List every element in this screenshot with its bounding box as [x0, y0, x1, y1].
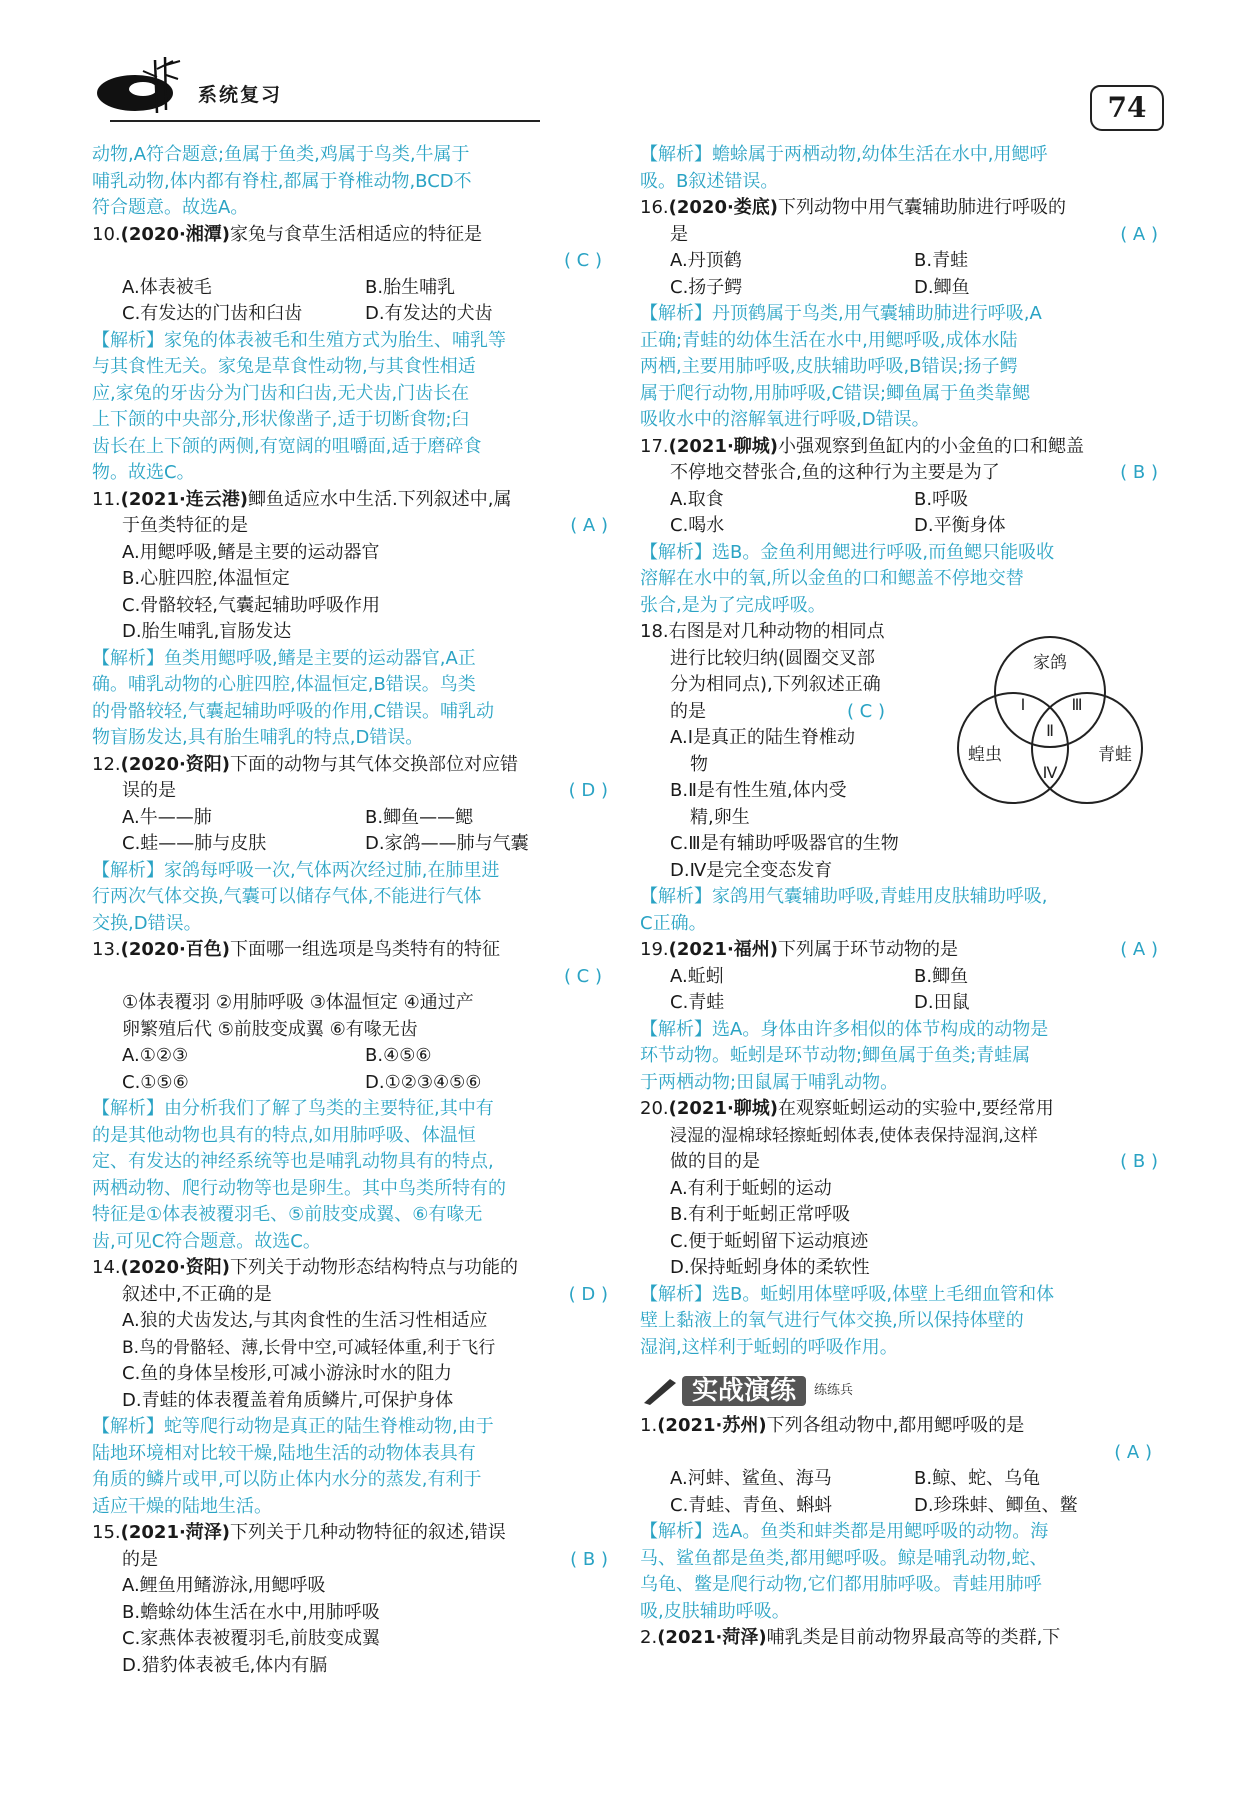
- option: D.田鼠: [914, 992, 970, 1013]
- option: D.①②③④⑤⑥: [365, 1071, 482, 1093]
- answer: ( C ): [846, 700, 885, 722]
- analysis: 【解析】家鸽用气囊辅助呼吸,青蛙用皮肤辅助呼吸, C正确。: [640, 886, 1048, 934]
- left-column: [92, 142, 608, 1679]
- analysis: 【解析】选A。鱼类和蚌类都是用鳃呼吸的动物。海 马、鲨鱼都是鱼类,都用鳃呼吸。鲸是哺乳动物,蛇、 乌龟、鳖是爬行动物,它们都用肺呼吸。青蛙用肺呼 吸,皮肤辅助呼吸。: [640, 1521, 1049, 1622]
- option: D.珍珠蚌、鲫鱼、鳖: [914, 1494, 1078, 1516]
- option: A.Ⅰ是真正的陆生脊椎动: [670, 727, 856, 748]
- label-frog: 青蛙: [1098, 745, 1132, 765]
- section-subtitle: 练练兵: [814, 1382, 854, 1398]
- analysis: 【解析】由分析我们了解了鸟类的主要特征,其中有 的是其他动物也具有的特点,如用肺呼吸、体温恒 定、有发达的神经系统等也是哺乳动物具有的特点, 两栖动物、爬行动物等也是卵生。其中鸟类所特有的 特征是①体表被覆羽毛、⑤前肢变成翼、⑥有喙无 齿,可见C符合题意。故选C。: [92, 1098, 506, 1252]
- option: B.有利于蚯蚓正常呼吸: [670, 1204, 851, 1225]
- question-15: 15.(2021·菏泽)下列关于几种动物特征的叙述,错误 的是 ( B ) A.鲤鱼用鳍游泳,用鳃呼吸 B.蟾蜍幼体生活在水中,用肺呼吸 C.家燕体表被覆羽毛,前肢变成翼 D.猎豹体表被毛,体内有膈: [92, 1520, 608, 1679]
- answer: ( B ): [1120, 462, 1158, 483]
- option: D.鲫鱼: [914, 276, 970, 298]
- option: A.丹顶鹤: [670, 250, 742, 271]
- label-locust: 蝗虫: [968, 745, 1002, 765]
- option: A.取食: [670, 488, 724, 510]
- option: B.鸟的骨骼轻、薄,长骨中空,可减轻体重,利于飞行: [122, 1337, 496, 1358]
- option: C.青蛙、青鱼、蝌蚪: [670, 1494, 833, 1516]
- option: B.④⑤⑥: [365, 1045, 432, 1066]
- bamboo-logo-icon: [95, 55, 205, 115]
- option: D.平衡身体: [914, 515, 1006, 536]
- question-17: 17.(2021·聊城)小强观察到鱼缸内的小金鱼的口和鳃盖 不停地交替张合,鱼的这种行为主要是为了 ( B ) A.取食 B.呼吸 C.喝水 D.平衡身体 【解析】选B。金鱼利用鳃进行呼吸,而鱼鳃只能吸收 溶解在水中的氧,所以金鱼的口和鳃盖不停地交替 张合,是为了完成呼吸。: [640, 434, 1158, 620]
- option: D.Ⅳ是完全变态发育: [670, 859, 833, 881]
- option: C.青蛙: [670, 992, 725, 1013]
- page-header: [0, 0, 1250, 140]
- option: B.青蛙: [914, 250, 969, 271]
- answer: ( B ): [570, 1548, 608, 1570]
- option: C.Ⅲ是有辅助呼吸器官的生物: [670, 833, 899, 854]
- option: B.蟾蜍幼体生活在水中,用肺呼吸: [122, 1601, 380, 1623]
- analysis: 【解析】选B。金鱼利用鳃进行呼吸,而鱼鳃只能吸收 溶解在水中的氧,所以金鱼的口和鳃盖不停地交替 张合,是为了完成呼吸。: [640, 541, 1055, 616]
- question-14: 14.(2020·资阳)下列关于动物形态结构特点与功能的 叙述中,不正确的是 ( D ) A.狼的犬齿发达,与其肉食性的生活习性相适应 B.鸟的骨骼轻、薄,长骨中空,可减轻体重,利于飞行 C.鱼的身体呈梭形,可减小游泳时水的阻力 D.青蛙的体表覆盖着角质鳞片,可保护身体 【解析】蛇等爬行动物是真正的陆生脊椎动物,由于 陆地环境相对比较干燥,陆地生活的动物体表具有 角质的鳞片或甲,可以防止体内水分的蒸发,有利于 适应干燥的陆地生活。: [92, 1255, 608, 1520]
- option: D.家鸽——肺与气囊: [365, 833, 529, 854]
- region-1: Ⅰ: [1020, 695, 1026, 714]
- option: D.胎生哺乳,盲肠发达: [122, 621, 292, 642]
- option: D.保持蚯蚓身体的柔软性: [670, 1257, 870, 1278]
- venn-diagram: [945, 630, 1155, 810]
- answer: ( A ): [1114, 1441, 1152, 1463]
- question-16: 16.(2020·娄底)下列动物中用气囊辅助肺进行呼吸的 是 ( A ) A.丹顶鹤 B.青蛙 C.扬子鳄 D.鲫鱼 【解析】丹顶鹤属于鸟类,用气囊辅助肺进行呼吸,A 正确;青蛙的幼体生活在水中,用鳃呼吸,成体水陆 两栖,主要用肺呼吸,皮肤辅助呼吸,B错误;扬子鳄 属于爬行动物,用肺呼吸,C错误;鲫鱼属于鱼类靠鳃 吸收水中的溶解氧进行呼吸,D错误。: [640, 195, 1158, 434]
- option: B.胎生哺乳: [365, 276, 456, 298]
- question-11: 11.(2021·连云港)鲫鱼适应水中生活.下列叙述中,属 于鱼类特征的是 ( A ) A.用鳃呼吸,鳍是主要的运动器官 B.心脏四腔,体温恒定 C.骨骼较轻,气囊起辅助呼吸作用 D.胎生哺乳,盲肠发达 【解析】鱼类用鳃呼吸,鳍是主要的运动器官,A正 确。哺乳动物的心脏四腔,体温恒定,B错误。鸟类 的骨骼较轻,气囊起辅助呼吸的作用,C错误。哺乳动 物盲肠发达,具有胎生哺乳的特点,D错误。: [92, 487, 608, 752]
- option: B.鲸、蛇、乌龟: [914, 1468, 1041, 1489]
- intro-analysis: 动物,A符合题意;鱼属于鱼类,鸡属于鸟类,牛属于 哺乳动物,体内都有脊柱,都属于脊椎动物,BCD不 符合题意。故选A。: [92, 144, 472, 218]
- option: D.有发达的犬齿: [365, 303, 493, 324]
- practice-2: 2.(2021·菏泽)哺乳类是目前动物界最高等的类群,下: [640, 1627, 1061, 1648]
- intro-analysis: 【解析】蟾蜍属于两栖动物,幼体生活在水中,用鳃呼 吸。B叙述错误。: [640, 144, 1048, 192]
- answer: ( A ): [1120, 939, 1158, 960]
- region-3: Ⅲ: [1071, 695, 1083, 714]
- answer: ( C ): [563, 250, 602, 271]
- option: B.心脏四腔,体温恒定: [122, 568, 290, 589]
- option: A.用鳃呼吸,鳍是主要的运动器官: [122, 541, 380, 563]
- option: A.河蚌、鲨鱼、海马: [670, 1468, 832, 1489]
- option: D.青蛙的体表覆盖着角质鳞片,可保护身体: [122, 1389, 454, 1411]
- option: B.鲫鱼: [914, 965, 969, 987]
- analysis: 【解析】家鸽每呼吸一次,气体两次经过肺,在肺里进 行两次气体交换,气囊可以储存气体,不能进行气体 交换,D错误。: [92, 859, 500, 934]
- option: A.牛——肺: [122, 806, 212, 828]
- option: A.①②③: [122, 1045, 189, 1066]
- region-2: Ⅱ: [1046, 721, 1054, 740]
- option: A.鲤鱼用鳍游泳,用鳃呼吸: [122, 1575, 326, 1596]
- analysis: 【解析】家兔的体表被毛和生殖方式为胎生、哺乳等 与其食性无关。家兔是草食性动物,与其食性相适 应,家兔的牙齿分为门齿和臼齿,无犬齿,门齿长在 上下颌的中央部分,形状像凿子,适于切断食物;臼 齿长在上下颌的两侧,有宽阔的咀嚼面,适于磨碎食 物。故选C。: [92, 329, 506, 483]
- option: C.①⑤⑥: [122, 1071, 189, 1093]
- region-4: Ⅳ: [1042, 763, 1058, 782]
- answer: ( D ): [568, 1283, 608, 1305]
- option: A.蚯蚓: [670, 965, 724, 987]
- option: B.鲫鱼——鳃: [365, 806, 474, 828]
- header-title: 系统复习: [198, 84, 283, 106]
- question-13: 13.(2020·百色)下面哪一组选项是鸟类特有的特征 ( C ) ①体表覆羽 ②用肺呼吸 ③体温恒定 ④通过产 卵繁殖后代 ⑤前肢变成翼 ⑥有喙无齿 A.①②③ B.④⑤⑥ C.①⑤⑥ D.①②③④⑤⑥ 【解析】由分析我们了解了鸟类的主要特征,其中有 的是其他动物也具有的特点,如用肺呼吸、体温恒 定、有发达的神经系统等也是哺乳动物具有的特点, 两栖动物、爬行动物等也是卵生。其中鸟类所特有的 特征是①体表被覆羽毛、⑤前肢变成翼、⑥有喙无 齿,可见C符合题意。故选C。: [92, 937, 608, 1255]
- option: C.家燕体表被覆羽毛,前肢变成翼: [122, 1628, 381, 1649]
- pen-icon: [640, 1375, 680, 1407]
- option: C.蛙——肺与皮肤: [122, 833, 267, 854]
- question-10: 10.(2020·湘潭)家兔与食草生活相适应的特征是 ( C ) A.体表被毛 B.胎生哺乳 C.有发达的门齿和臼齿 D.有发达的犬齿 【解析】家兔的体表被毛和生殖方式为胎生、哺乳等 与其食性无关。家兔是草食性动物,与其食性相适 应,家兔的牙齿分为门齿和臼齿,无犬齿,门齿长在 上下颌的中央部分,形状像凿子,适于切断食物;臼 齿长在上下颌的两侧,有宽阔的咀嚼面,适于磨碎食 物。故选C。: [92, 222, 608, 487]
- answer: ( A ): [570, 515, 608, 536]
- option: C.鱼的身体呈梭形,可减小游泳时水的阻力: [122, 1363, 453, 1384]
- option: B.Ⅱ是有性生殖,体内受: [670, 780, 847, 801]
- option: B.呼吸: [914, 488, 969, 510]
- answer: ( B ): [1120, 1151, 1158, 1172]
- practice-1: 1.(2021·苏州)下列各组动物中,都用鳃呼吸的是 ( A ) A.河蚌、鲨鱼、海马 B.鲸、蛇、乌龟 C.青蛙、青鱼、蝌蚪 D.珍珠蚌、鲫鱼、鳖 【解析】选A。鱼类和蚌类都是用鳃呼吸的动物。海 马、鲨鱼都是鱼类,都用鳃呼吸。鲸是哺乳动物,蛇、 乌龟、鳖是爬行动物,它们都用肺呼吸。青蛙用肺呼 吸,皮肤辅助呼吸。: [640, 1413, 1158, 1625]
- option: C.喝水: [670, 515, 725, 536]
- option: A.体表被毛: [122, 276, 212, 298]
- question-18: 18.右图是对几种动物的相同点 进行比较归纳(圆圈交叉部 分为相同点),下列叙述正确 的是 ( C ) A.Ⅰ是真正的陆生脊椎动 物 B.Ⅱ是有性生殖,体内受 精,卵生 C.Ⅲ是有辅助呼吸器官的生物 D.Ⅳ是完全变态发育 【解析】家鸽用气囊辅助呼吸,青蛙用皮肤辅助呼吸, C正确。: [640, 619, 1158, 937]
- section-header: [640, 1375, 1158, 1407]
- analysis: 【解析】丹顶鹤属于鸟类,用气囊辅助肺进行呼吸,A 正确;青蛙的幼体生活在水中,用鳃呼吸,成体水陆 两栖,主要用肺呼吸,皮肤辅助呼吸,B错误;扬子鳄 属于爬行动物,用肺呼吸,C错误;鲫鱼属于鱼类靠鳃 吸收水中的溶解氧进行呼吸,D错误。: [640, 303, 1042, 430]
- answer: ( C ): [563, 965, 602, 987]
- label-pigeon: 家鸽: [1033, 653, 1067, 673]
- option: A.有利于蚯蚓的运动: [670, 1177, 832, 1199]
- option: C.扬子鳄: [670, 276, 743, 298]
- option: C.骨骼较轻,气囊起辅助呼吸作用: [122, 594, 381, 616]
- option: A.狼的犬齿发达,与其肉食性的生活习性相适应: [122, 1310, 488, 1331]
- page-number: 74: [1090, 85, 1164, 131]
- answer: ( A ): [1120, 223, 1158, 245]
- analysis: 【解析】蛇等爬行动物是真正的陆生脊椎动物,由于 陆地环境相对比较干燥,陆地生活的动物体表具有 角质的鳞片或甲,可以防止体内水分的蒸发,有利于 适应干燥的陆地生活。: [92, 1416, 494, 1517]
- analysis: 【解析】鱼类用鳃呼吸,鳍是主要的运动器官,A正 确。哺乳动物的心脏四腔,体温恒定,B错误。鸟类 的骨骼较轻,气囊起辅助呼吸的作用,C错误。哺乳动 物盲肠发达,具有胎生哺乳的特点,D错误。: [92, 647, 495, 748]
- option: C.有发达的门齿和臼齿: [122, 303, 303, 324]
- right-column: [640, 142, 1158, 1652]
- question-19: 19.(2021·福州)下列属于环节动物的是 ( A ) A.蚯蚓 B.鲫鱼 C.青蛙 D.田鼠 【解析】选A。身体由许多相似的体节构成的动物是 环节动物。蚯蚓是环节动物;鲫鱼属于鱼类;青蛙属 于两栖动物;田鼠属于哺乳动物。: [640, 937, 1158, 1096]
- option: C.便于蚯蚓留下运动痕迹: [670, 1230, 869, 1252]
- section-title: 实战演练: [682, 1376, 806, 1407]
- header-divider: [110, 120, 540, 122]
- question-12: 12.(2020·资阳)下面的动物与其气体交换部位对应错 误的是 ( D ) A.牛——肺 B.鲫鱼——鳃 C.蛙——肺与皮肤 D.家鸽——肺与气囊 【解析】家鸽每呼吸一次,气体两次经过肺,在肺里进 行两次气体交换,气囊可以储存气体,不能进行气体 交换,D错误。: [92, 752, 608, 938]
- option: D.猎豹体表被毛,体内有膈: [122, 1654, 328, 1676]
- analysis: 【解析】选B。蚯蚓用体壁呼吸,体壁上毛细血管和体 壁上黏液上的氧气进行气体交换,所以保持体壁的 湿润,这样利于蚯蚓的呼吸作用。: [640, 1283, 1055, 1358]
- analysis: 【解析】选A。身体由许多相似的体节构成的动物是 环节动物。蚯蚓是环节动物;鲫鱼属于鱼类;青蛙属 于两栖动物;田鼠属于哺乳动物。: [640, 1018, 1049, 1093]
- question-20: 20.(2021·聊城)在观察蚯蚓运动的实验中,要经常用 浸湿的湿棉球轻擦蚯蚓体表,使体表保持湿润,这样 做的目的是 ( B ) A.有利于蚯蚓的运动 B.有利于蚯蚓正常呼吸 C.便于蚯蚓留下运动痕迹 D.保持蚯蚓身体的柔软性 【解析】选B。蚯蚓用体壁呼吸,体壁上毛细血管和体 壁上黏液上的氧气进行气体交换,所以保持体壁的 湿润,这样利于蚯蚓的呼吸作用。: [640, 1096, 1158, 1361]
- answer: ( D ): [568, 780, 608, 801]
